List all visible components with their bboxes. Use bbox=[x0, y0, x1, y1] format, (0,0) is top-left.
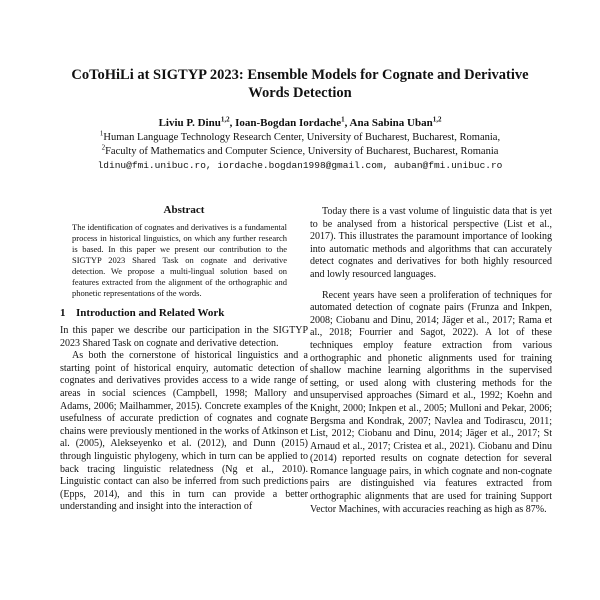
author-name: Liviu P. Dinu bbox=[158, 117, 221, 129]
title-line-2: Words Detection bbox=[248, 85, 352, 101]
section-title: Introduction and Related Work bbox=[76, 307, 225, 319]
paragraph: Today there is a vast volume of linguistic data that is yet to be analysed from a historical perspective (List et al., 2017). This illustrates the paramount importance of looking into automatic methods and algorithms that can accurately detect cognates and derivatives for both highly resourced and lowly resourced languages. bbox=[310, 206, 552, 280]
author-affil-mark: 1 bbox=[341, 115, 345, 124]
title-line-1: CoToHiLi at SIGTYP 2023: Ensemble Models for Cognate and Derivative bbox=[71, 67, 529, 83]
affiliation-2: $^2$Faculty of Mathematics and Computer Science, University of Bucharest, Bucharest, Romania bbox=[101, 143, 499, 157]
affiliation-1: $^1$Human Language Technology Research Center, University of Bucharest, Bucharest, Romania, bbox=[99, 129, 501, 143]
section-heading bbox=[60, 307, 308, 319]
abstract-heading: Abstract bbox=[163, 204, 205, 216]
paragraph: In this paper we describe our participation in the SIGTYP 2023 Shared Task on cognate and derivative detection. bbox=[60, 325, 308, 349]
section-number: 1 bbox=[60, 307, 66, 319]
author-emails: ldinu@fmi.unibuc.ro, iordache.bogdan1998@gmail.com, auban@fmi.unibuc.ro bbox=[97, 160, 503, 171]
abstract-text: The identification of cognates and derivatives is a fundamental process in historical linguistics, on which any further research is based. In this paper we present our contribution to the SIGTYP 2023 Shared Task on cognate and derivative detection. We propose a multi-lingual solution based on features extracted from the alignment of the orthographic and phonetic representations of the words. bbox=[72, 222, 287, 298]
author-name: Ana Sabina Uban bbox=[349, 117, 433, 129]
left-column bbox=[60, 204, 308, 514]
author-affil-mark: 1,2 bbox=[432, 115, 442, 124]
paragraph: As both the cornerstone of historical linguistics and a starting point of historical enquiry, automatic detection of cognates and derivatives provides access to a wide range of areas in social sciences (Campbell, 1998; Mallory and Adams, 2006; Mailhammer, 2015). Concrete examples of the usefulness of accurate prediction of cognates and cognate chains were previously mentioned in the works of Atkinson et al. (2005), Alekseyenko et al. (2012), and Dunn (2015) through linguistic phylogeny, which in turn can be applied to back tracing linguistic relatedness (Ng et al., 2010). Linguistic contact can also be inferred from such predictions (Epps, 2014), and this in turn can provide a better understanding and insight into the interaction of bbox=[60, 350, 309, 513]
affiliations bbox=[40, 131, 560, 173]
author-affil-mark: 1,2 bbox=[220, 115, 230, 124]
author-name: Ioan-Bogdan Iordache bbox=[235, 117, 342, 129]
right-column bbox=[310, 206, 552, 516]
author-list: Liviu P. Dinu$^{1,2}$, Ioan-Bogdan Iordache$^1$, Ana Sabina Uban$^{1,2}$ bbox=[158, 115, 442, 129]
paper-title bbox=[40, 66, 560, 102]
paragraph: Recent years have seen a proliferation of techniques for automated detection of cognate pairs (Frunza and Inkpen, 2008; Ciobanu and Dinu, 2014; Jäger et al., 2017; Rama et al., 2018; Fourrier and Sagot, 2022). A lot of these techniques employ feature extraction from various orthographic and phonetic alignments used for training shallow machine learning algorithms in the supervised setting, or used along with clustering methods for the unsupervised approaches (Simard et al., 1992; Koehn and Knight, 2000; Inkpen et al., 2005; Mulloni and Pekar, 2006; Bergsma and Kondrak, 2007; Navlea and Todirascu, 2011; List, 2012; Ciobanu and Dinu, 2014; Jäger et al., 2017; St Arnaud et al., 2017; Cristea et al., 2021). Ciobanu and Dinu (2014) reported results on cognate detection for several Romance language pairs, in which cognate and non-cognate pairs are distinguished via features extracted from orthographic alignments that are used for training Support Vector Machines, with accuracies reaching as high as 87%. bbox=[310, 289, 552, 515]
